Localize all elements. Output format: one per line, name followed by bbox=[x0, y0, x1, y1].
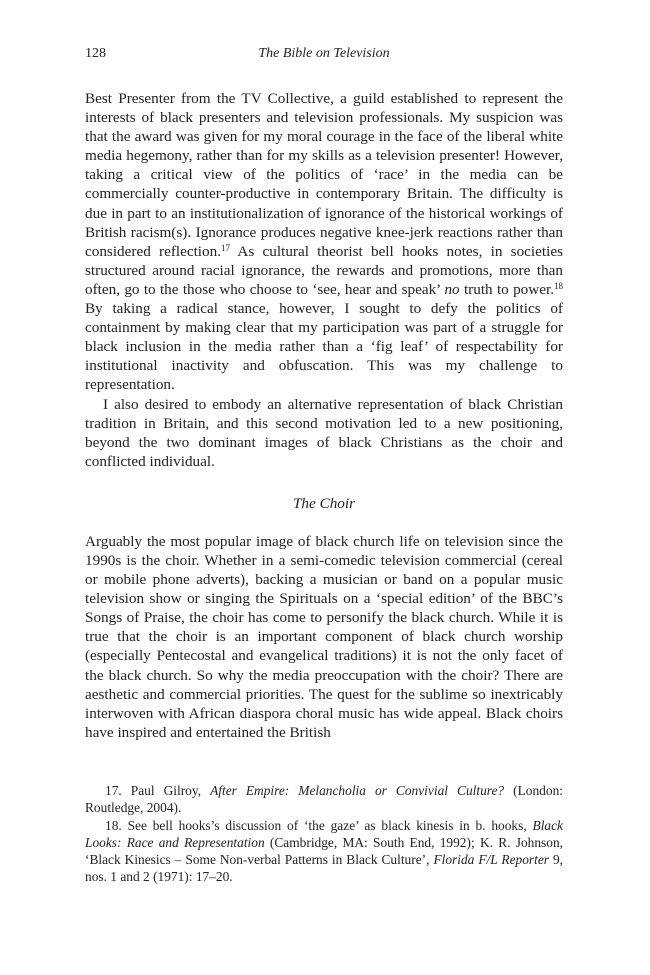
paragraph-1-text-a: Best Presenter from the TV Collective, a guild established to represent the interests of black presenters and television professionals. My suspicion was that the award was given for my moral courage in the face of the liberal white media hegemony, rather than for my skills as a television presenter! However, taking a critical view of the politics of ‘race’ in the media can be commercially counter-productive in contemporary Britain. The difficulty is due in part to an institutionalization of ignorance of the historical workings of British racism(s). Ignorance produces negative knee-jerk reactions rather than considered reflection. bbox=[85, 90, 563, 260]
footnote-17 bbox=[85, 782, 563, 817]
paragraph-2: I also desired to embody an alternative representation of black Christian tradition in Britain, and this second motivation led to a new positioning, beyond the two dominant images of black Christians as the choir and conflicted individual. bbox=[85, 395, 563, 470]
footnote-17-text: Paul Gilroy, bbox=[121, 783, 211, 798]
footnote-18-text: See bell hooks’s discussion of ‘the gaze’ as black kinesis in b. hooks, bbox=[121, 817, 533, 833]
paragraph-1-text-c: truth to power. bbox=[459, 280, 554, 298]
paragraph-1-text-d: By taking a radical stance, however, I sought to defy the politics of containment by making clear that my participation was part of a struggle for black inclusion in the media rather than a ‘fig leaf’ of respectability for institutional inactivity and obfuscation. This was my challenge to representation. bbox=[85, 300, 563, 394]
footnote-ref-18: 18 bbox=[554, 280, 563, 291]
paragraph-1 bbox=[85, 89, 563, 395]
page-number: 128 bbox=[85, 46, 106, 61]
footnote-ref-17: 17 bbox=[221, 242, 231, 253]
paragraph-1-text-b: As cultural theorist bell hooks notes, in societies structured around racial ignorance, the rewards and promotions, more than often, go to the those who choose to ‘see, hear and speak’ bbox=[85, 242, 563, 298]
paragraph-3: Arguably the most popular image of black church life on television since the 1990s is the choir. Whether in a semi-comedic television commercial (cereal or mobile phone adverts), backing a musician or band on a popular music television show or singing the Spirituals on a ‘special edition’ of the BBC’s Songs of Praise, the choir has come to personify the black church. While it is true that the choir is an important component of black church worship (especially Pentecostal and evangelical traditions) it is not the only facet of the black church. So why the media preoccupation with the choir? There are aesthetic and commercial priorities. The quest for the sublime so inextricably interwoven with African diaspora choral music has wide appeal. Black choirs have inspired and entertained the British bbox=[85, 532, 563, 741]
footnotes bbox=[85, 782, 563, 886]
running-title: The Bible on Television bbox=[258, 46, 390, 61]
footnote-18 bbox=[85, 817, 563, 886]
footnote-17-publication: (London: Routledge, 2004). bbox=[85, 783, 563, 816]
footnote-18-title-1: Black Looks: Race and Representation bbox=[85, 817, 563, 850]
main-text bbox=[85, 89, 563, 742]
paragraph-1-emphasis: no bbox=[444, 280, 460, 298]
footnote-18-number: 18. bbox=[105, 817, 122, 833]
footnote-18-publication: 9, nos. 1 and 2 (1971): 17–20. bbox=[85, 852, 564, 885]
footnote-18-middle: (Cambridge, MA: South End, 1992); K. R. Johnson, ‘Black Kinesics – Some Non-verbal Patterns in Black Culture’, bbox=[85, 834, 564, 868]
footnote-18-title-2: Florida F/L Reporter bbox=[433, 852, 549, 868]
footnote-17-title: After Empire: Melancholia or Convivial Culture? bbox=[210, 783, 505, 798]
page-header bbox=[85, 46, 563, 66]
section-heading: The Choir bbox=[292, 494, 356, 512]
footnote-17-number: 17. bbox=[105, 783, 122, 798]
